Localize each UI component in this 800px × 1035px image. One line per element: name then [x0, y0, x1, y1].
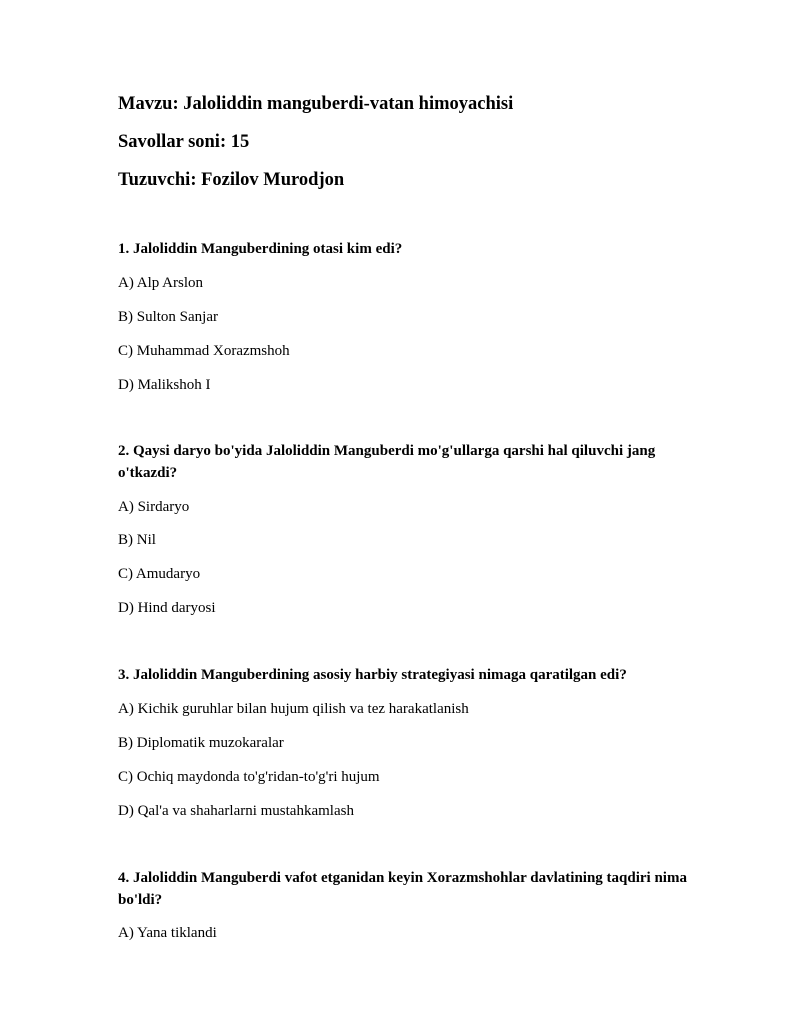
option-a: A) Alp Arslon	[118, 275, 204, 291]
option-d: D) Malikshoh I	[118, 377, 211, 393]
option-b: B) Diplomatik muzokaralar	[118, 735, 284, 751]
question-1	[118, 238, 698, 260]
option-d: D) Qal'a va shaharlarni mustahkamlash	[118, 803, 354, 819]
question-4	[118, 867, 698, 911]
question-count-heading: Savollar soni: 15	[118, 132, 250, 152]
option-a: A) Kichik guruhlar bilan hujum qilish va tez harakatlanish	[118, 701, 469, 717]
option-c: C) Amudaryo	[118, 566, 201, 582]
option-b: B) Nil	[118, 532, 156, 548]
topic-heading: Mavzu: Jaloliddin manguberdi-vatan himoyachisi	[118, 94, 514, 114]
question-text: 2. Qaysi daryo bo'yida Jaloliddin Manguberdi mo'g'ullarga qarshi hal qiluvchi jang o'tkazdi?	[118, 443, 656, 481]
option-d: D) Hind daryosi	[118, 600, 216, 616]
question-text: 3. Jaloliddin Manguberdining asosiy harbiy strategiyasi nimaga qaratilgan edi?	[118, 667, 627, 683]
option-a: A) Yana tiklandi	[118, 925, 217, 941]
option-b: B) Sulton Sanjar	[118, 309, 218, 325]
question-3	[118, 664, 698, 686]
option-a: A) Sirdaryo	[118, 499, 190, 515]
option-c: C) Muhammad Xorazmshoh	[118, 343, 290, 359]
question-text: 4. Jaloliddin Manguberdi vafot etganidan keyin Xorazmshohlar davlatining taqdiri nima bo'ldi?	[118, 870, 687, 908]
question-text: 1. Jaloliddin Manguberdining otasi kim edi?	[118, 241, 403, 257]
question-2	[118, 440, 698, 484]
author-heading: Tuzuvchi: Fozilov Murodjon	[118, 170, 345, 190]
option-c: C) Ochiq maydonda to'g'ridan-to'g'ri hujum	[118, 769, 380, 785]
